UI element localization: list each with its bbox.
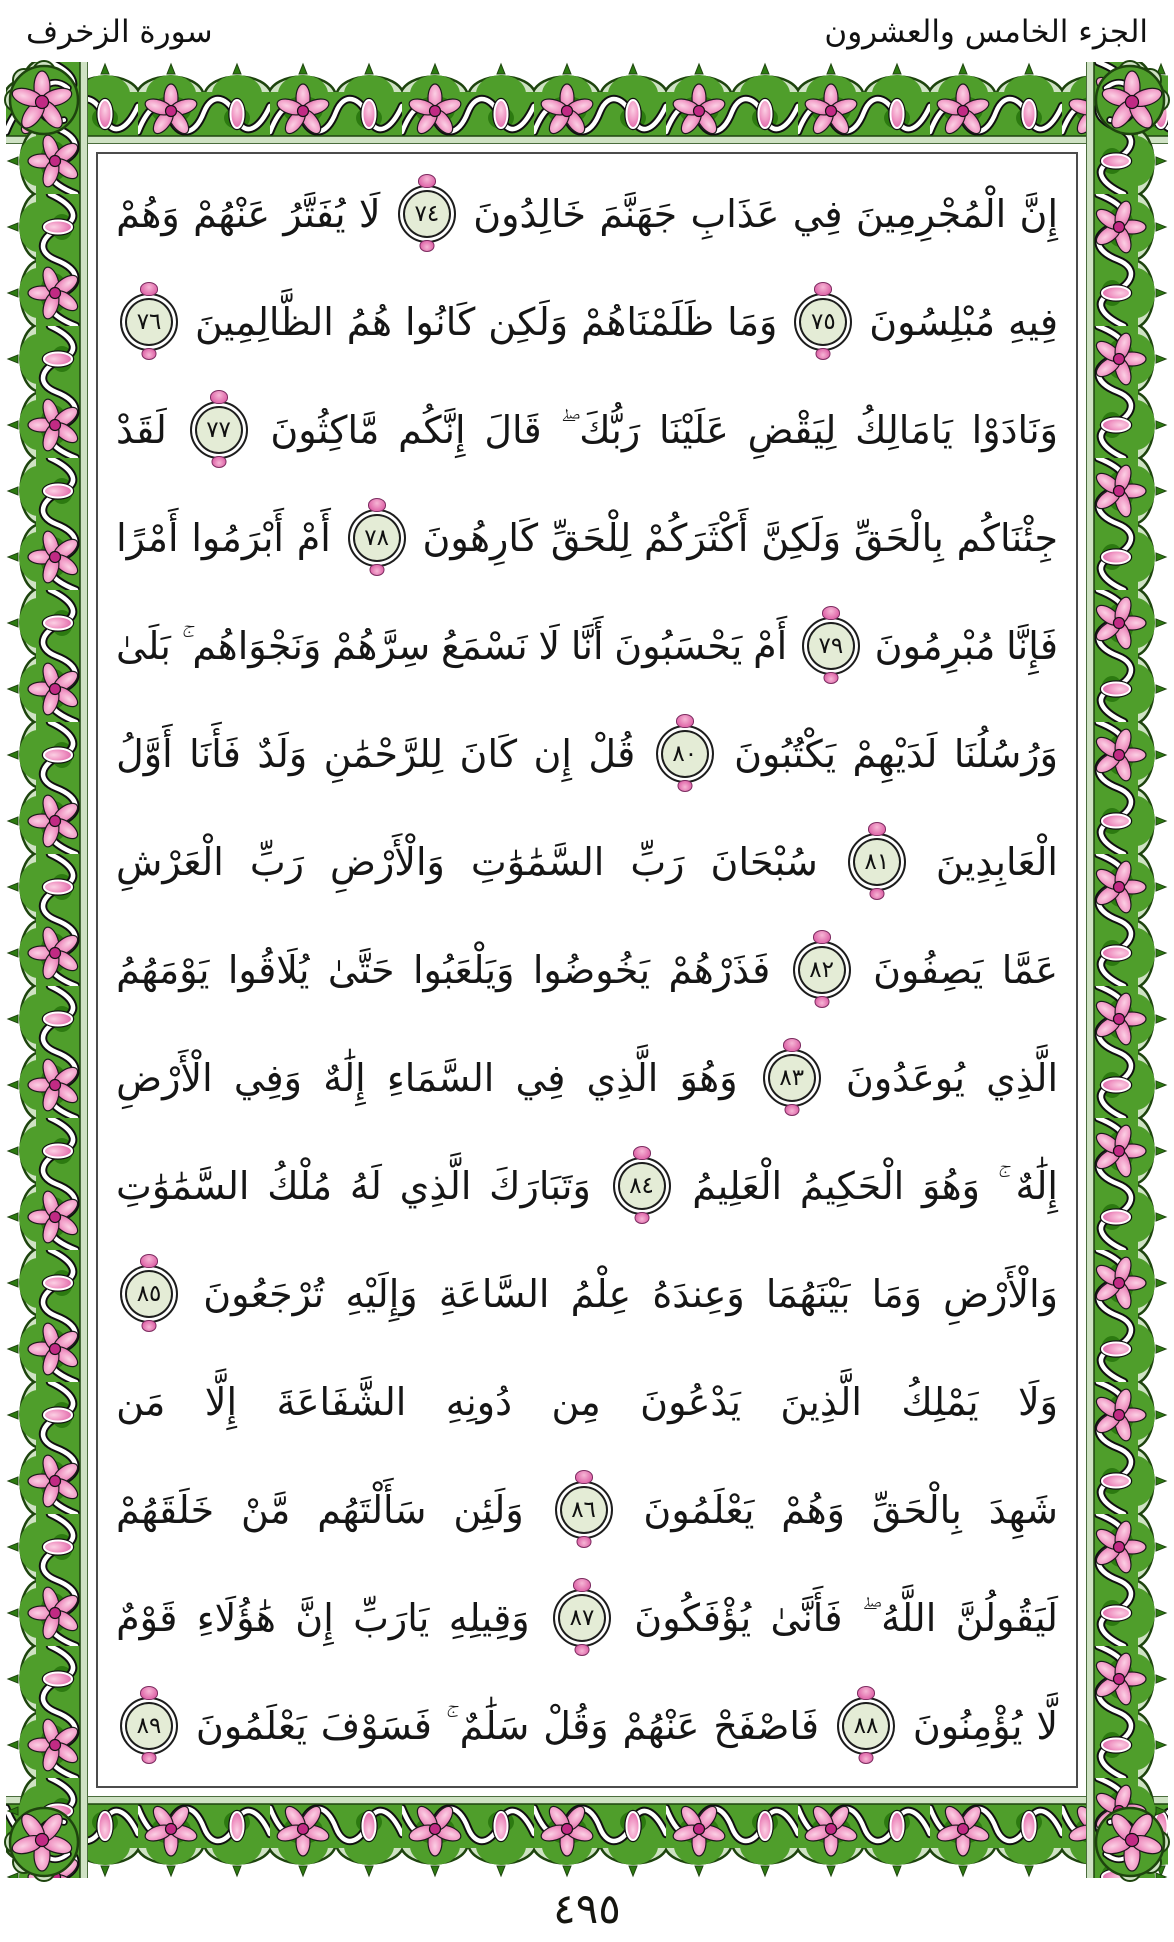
ayah-word: لَا bbox=[538, 624, 561, 668]
ayah-word: جِئْنَاكُم bbox=[956, 516, 1058, 560]
ayah-word: يَصِفُونَ bbox=[873, 948, 984, 992]
ayah-number-marker bbox=[120, 1265, 178, 1323]
ayah-word: وَنَجْوَاهُم bbox=[192, 624, 322, 668]
ayah-word: وَالْأَرْضِ bbox=[943, 1272, 1058, 1316]
ayah-word: مَن bbox=[116, 1380, 166, 1424]
quran-line bbox=[116, 1240, 1058, 1348]
ayah-number-marker bbox=[837, 1697, 895, 1755]
surah-label: سورة الزخرف bbox=[26, 14, 213, 50]
ayah-number: ٨٧ bbox=[569, 1604, 595, 1631]
ayah-word: وَيَلْعَبُوا bbox=[412, 948, 515, 992]
ayah-word: السَّمَٰوَٰتِ bbox=[470, 840, 605, 884]
ayah-word: هُمُ bbox=[346, 300, 393, 344]
ayah-word: أَكْثَرَكُمْ bbox=[644, 516, 749, 560]
ayah-number-marker bbox=[348, 509, 406, 567]
ayah-word: وَهُمْ bbox=[781, 1488, 845, 1532]
ayah-word: إِلَٰهٌ bbox=[323, 1056, 366, 1100]
ayah-word: وَإِلَيْهِ bbox=[345, 1272, 418, 1316]
ayah-word: لِيَقْضِ bbox=[747, 408, 837, 452]
ayah-word: اللَّهُ bbox=[881, 1596, 937, 1640]
ayah-number: ٧٤ bbox=[414, 200, 440, 227]
quran-line bbox=[116, 1132, 1058, 1240]
ayah-word: يَعْلَمُونَ bbox=[195, 1704, 307, 1748]
ayah-word: فَسَوْفَ bbox=[320, 1704, 432, 1748]
ayah-word: كَارِهُونَ bbox=[422, 516, 539, 560]
ayah-number-marker bbox=[190, 401, 248, 459]
ayah-number: ٨٩ bbox=[136, 1712, 162, 1739]
ayah-word: خَلَقَهُمْ bbox=[116, 1488, 215, 1532]
ayah-word: إِن bbox=[533, 732, 572, 776]
quran-line bbox=[116, 484, 1058, 592]
ayah-word: عَمَّا bbox=[1001, 948, 1058, 992]
ayah-number: ٧٩ bbox=[818, 632, 844, 659]
quran-line bbox=[116, 1348, 1058, 1456]
ayah-word: أَوَّلُ bbox=[116, 732, 173, 776]
ayah-word: فَاصْفَحْ bbox=[713, 1704, 820, 1748]
quran-line bbox=[116, 916, 1058, 1024]
border-left bbox=[6, 62, 88, 1878]
ayah-word: سِرَّهُمْ bbox=[332, 624, 431, 668]
ayah-number: ٨٤ bbox=[629, 1172, 654, 1199]
ayah-word: عِلْمُ bbox=[570, 1272, 632, 1316]
ayah-word: مِن bbox=[551, 1380, 601, 1424]
ayah-word: عَنْهُمْ bbox=[622, 1704, 700, 1748]
ayah-word: الظَّالِمِينَ bbox=[194, 300, 334, 344]
ayah-number-marker bbox=[656, 725, 714, 783]
ayah-word: الْحَكِيمُ bbox=[799, 1164, 905, 1208]
ayah-number-marker bbox=[553, 1589, 611, 1647]
ayah-number-marker bbox=[848, 833, 906, 891]
quran-line bbox=[116, 1672, 1058, 1780]
ayah-word: عَذَابِ bbox=[690, 192, 780, 236]
ayah-word: أَمْ bbox=[753, 624, 788, 668]
ayah-word: فَذَرْهُمْ bbox=[668, 948, 771, 992]
ayah-word: دُونِهِ bbox=[445, 1380, 513, 1424]
ayah-word: يُوعَدُونَ bbox=[845, 1056, 965, 1100]
ayah-word: وَقُلْ bbox=[543, 1704, 609, 1748]
ayah-word: وَفِي bbox=[233, 1056, 303, 1100]
ayah-word: أَمْرًا bbox=[116, 516, 179, 560]
ayah-word: يَارَبِّ bbox=[353, 1596, 430, 1640]
ayah-word: الْمُجْرِمِينَ bbox=[855, 192, 1007, 236]
ayah-word: الْأَرْضِ bbox=[116, 1056, 213, 1100]
ayah-word: السَّمَاءِ bbox=[386, 1056, 495, 1100]
border-top bbox=[6, 62, 1168, 144]
ayah-word: فِي bbox=[792, 192, 843, 236]
quran-line bbox=[116, 160, 1058, 268]
ayah-word: الَّذِي bbox=[986, 1056, 1058, 1100]
ayah-word: يَحْسَبُونَ bbox=[614, 624, 743, 668]
ayah-number-marker bbox=[763, 1049, 821, 1107]
ayah-word: لَهُ bbox=[349, 1164, 382, 1208]
quran-line bbox=[116, 808, 1058, 916]
ayah-word: قُلْ bbox=[588, 732, 636, 776]
ayah-word: لِلْحَقِّ bbox=[550, 516, 632, 560]
ayah-word: وَتَبَارَكَ bbox=[489, 1164, 591, 1208]
ayah-word: بَلَىٰ bbox=[116, 624, 171, 668]
ayah-number: ٧٧ bbox=[206, 416, 231, 443]
ayah-word: لَدَيْهِمْ bbox=[852, 732, 938, 776]
ayah-number: ٨٢ bbox=[809, 956, 835, 983]
ayah-word: إِنَّكُم bbox=[398, 408, 466, 452]
ayah-word: مُلْكُ bbox=[267, 1164, 333, 1208]
ayah-word: مَّنْ bbox=[241, 1488, 291, 1532]
quran-line bbox=[116, 592, 1058, 700]
ayah-word: يُفَتَّرُ bbox=[283, 192, 346, 236]
ayah-word: يَخُوضُوا bbox=[532, 948, 651, 992]
ayah-number: ٨٥ bbox=[136, 1280, 162, 1307]
ayah-number: ٨١ bbox=[864, 848, 890, 875]
ayah-number-marker bbox=[120, 1697, 178, 1755]
ayah-word: فَإِنَّا bbox=[1006, 624, 1058, 668]
ayah-word: الْعَابِدِينَ bbox=[935, 840, 1058, 884]
quran-line bbox=[116, 268, 1058, 376]
quran-lines bbox=[116, 160, 1058, 1780]
ayah-word: هَٰؤُلَاءِ bbox=[196, 1596, 276, 1640]
ayah-word: سَلَٰمٌ bbox=[459, 1704, 530, 1748]
ayah-word: وَلَكِن bbox=[488, 300, 569, 344]
ayah-word: إِلَّا bbox=[204, 1380, 238, 1424]
ayah-number: ٨٣ bbox=[779, 1064, 805, 1091]
quran-line bbox=[116, 1456, 1058, 1564]
border-bottom bbox=[6, 1796, 1168, 1878]
quran-line bbox=[116, 1024, 1058, 1132]
ayah-word: يُلَاقُوا bbox=[227, 948, 310, 992]
border-right bbox=[1086, 62, 1168, 1878]
ayah-word: وَرُسُلُنَا bbox=[953, 732, 1058, 776]
ayah-word: إِنَّ bbox=[295, 1596, 334, 1640]
ayah-word: عَنْهُمْ bbox=[193, 192, 271, 236]
ayah-number-marker bbox=[802, 617, 860, 675]
ayah-word: وَقِيلِهِ bbox=[448, 1596, 530, 1640]
ayah-word: تُرْجَعُونَ bbox=[203, 1272, 325, 1316]
juz-label: الجزء الخامس والعشرون bbox=[824, 14, 1148, 50]
ayah-word: وَعِندَهُ bbox=[652, 1272, 745, 1316]
ayah-number: ٨٠ bbox=[672, 740, 698, 767]
ayah-word: بِالْحَقِّ bbox=[871, 1488, 962, 1532]
ayah-word: سَأَلْتَهُم bbox=[317, 1488, 427, 1532]
ayah-word: لِلرَّحْمَٰنِ bbox=[323, 732, 444, 776]
ayah-word: يَوْمَهُمُ bbox=[116, 948, 210, 992]
ayah-number-marker bbox=[793, 941, 851, 999]
ayah-number: ٧٦ bbox=[136, 308, 162, 335]
ayah-word: خَالِدُونَ bbox=[473, 192, 587, 236]
ayah-word: بَيْنَهُمَا bbox=[765, 1272, 851, 1316]
ayah-word: كَانَ bbox=[459, 732, 518, 776]
ayah-word: وَلَكِنَّ bbox=[761, 516, 842, 560]
ayah-number-marker bbox=[398, 185, 456, 243]
ayah-number-marker bbox=[794, 293, 852, 351]
quran-line bbox=[116, 700, 1058, 808]
ayah-word: لَقَدْ bbox=[116, 408, 167, 452]
ayah-word: وَالْأَرْضِ bbox=[330, 840, 445, 884]
ayah-word: يَدْعُونَ bbox=[640, 1380, 741, 1424]
ayah-word: وَمَا bbox=[727, 300, 778, 344]
ayah-word: حَتَّىٰ bbox=[327, 948, 395, 992]
ayah-word: فَأَنَا bbox=[189, 732, 241, 776]
ayah-word: يُؤْفَكُونَ bbox=[634, 1596, 752, 1640]
ayah-word: بِالْحَقِّ bbox=[853, 516, 944, 560]
page-number: ٤٩٥ bbox=[553, 1884, 621, 1933]
ayah-word: وَنَادَوْا bbox=[971, 408, 1058, 452]
ayah-number-marker bbox=[613, 1157, 671, 1215]
ayah-word: فَأَنَّىٰ bbox=[770, 1596, 843, 1640]
ayah-word: وَهُوَ bbox=[921, 1164, 981, 1208]
ayah-word: عَلَيْنَا bbox=[659, 408, 729, 452]
ayah-word: وَهُمْ bbox=[116, 192, 180, 236]
ayah-number: ٨٨ bbox=[853, 1712, 879, 1739]
ayah-word: وَلَدٌ bbox=[257, 732, 308, 776]
ayah-word: يَامَالِكُ bbox=[855, 408, 953, 452]
ayah-word: قَالَ bbox=[484, 408, 542, 452]
ayah-word: إِنَّ bbox=[1019, 192, 1058, 236]
ayah-word: الْعَرْشِ bbox=[116, 840, 224, 884]
ayah-word: مَّاكِثُونَ bbox=[270, 408, 380, 452]
ayah-word: كَانُوا bbox=[404, 300, 476, 344]
ayah-word: جَهَنَّمَ bbox=[599, 192, 678, 236]
ayah-word: وَلَا bbox=[1017, 1380, 1058, 1424]
ayah-word: السَّاعَةِ bbox=[438, 1272, 550, 1316]
ayah-word: شَهِدَ bbox=[988, 1488, 1058, 1532]
ayah-word: الَّذِي bbox=[586, 1056, 659, 1100]
page-footer bbox=[0, 1884, 1174, 1933]
ayah-number-marker bbox=[555, 1481, 613, 1539]
ayah-word: الَّذِي bbox=[399, 1164, 472, 1208]
quran-text-area bbox=[96, 152, 1078, 1788]
ayah-word: قَوْمٌ bbox=[116, 1596, 178, 1640]
ayah-word: رَبِّ bbox=[630, 840, 685, 884]
ayah-word: وَهُوَ bbox=[679, 1056, 738, 1100]
ayah-word: إِلَٰهٌ bbox=[1015, 1164, 1058, 1208]
ayah-word: لَّا bbox=[1036, 1704, 1058, 1748]
ayah-number: ٧٥ bbox=[810, 308, 836, 335]
ayah-word: وَمَا bbox=[871, 1272, 922, 1316]
ayah-word: الشَّفَاعَةَ bbox=[276, 1380, 407, 1424]
ayah-word: سُبْحَانَ bbox=[710, 840, 818, 884]
ayah-number-marker bbox=[120, 293, 178, 351]
ayah-word: يُؤْمِنُونَ bbox=[912, 1704, 1023, 1748]
ayah-word: الَّذِينَ bbox=[780, 1380, 862, 1424]
ayah-word: نَسْمَعُ bbox=[440, 624, 528, 668]
ayah-word: أَمْ bbox=[296, 516, 331, 560]
ayah-number: ٧٨ bbox=[364, 524, 390, 551]
ayah-word: وَلَئِن bbox=[453, 1488, 524, 1532]
ayah-word: رَبُّكَ bbox=[579, 408, 641, 452]
ayah-word: يَمْلِكُ bbox=[901, 1380, 979, 1424]
ayah-number: ٨٦ bbox=[571, 1496, 596, 1523]
ayah-word: يَكْتُبُونَ bbox=[734, 732, 837, 776]
ayah-word: مُبْلِسُونَ bbox=[869, 300, 996, 344]
ayah-word: أَنَّا bbox=[570, 624, 604, 668]
ayah-word: لَا bbox=[358, 192, 381, 236]
ayah-word: فِي bbox=[515, 1056, 566, 1100]
ayah-word: ظَلَمْنَاهُمْ bbox=[581, 300, 715, 344]
ayah-word: فِيهِ bbox=[1007, 300, 1058, 344]
quran-line bbox=[116, 1564, 1058, 1672]
ayah-word: السَّمَٰوَٰتِ bbox=[116, 1164, 250, 1208]
ayah-word: يَعْلَمُونَ bbox=[643, 1488, 755, 1532]
ayah-word: لَيَقُولُنَّ bbox=[955, 1596, 1058, 1640]
ayah-word: مُبْرِمُونَ bbox=[874, 624, 996, 668]
ayah-word: رَبِّ bbox=[249, 840, 304, 884]
ayah-word: الْعَلِيمُ bbox=[692, 1164, 783, 1208]
quran-line bbox=[116, 376, 1058, 484]
ayah-word: أَبْرَمُوا bbox=[191, 516, 284, 560]
